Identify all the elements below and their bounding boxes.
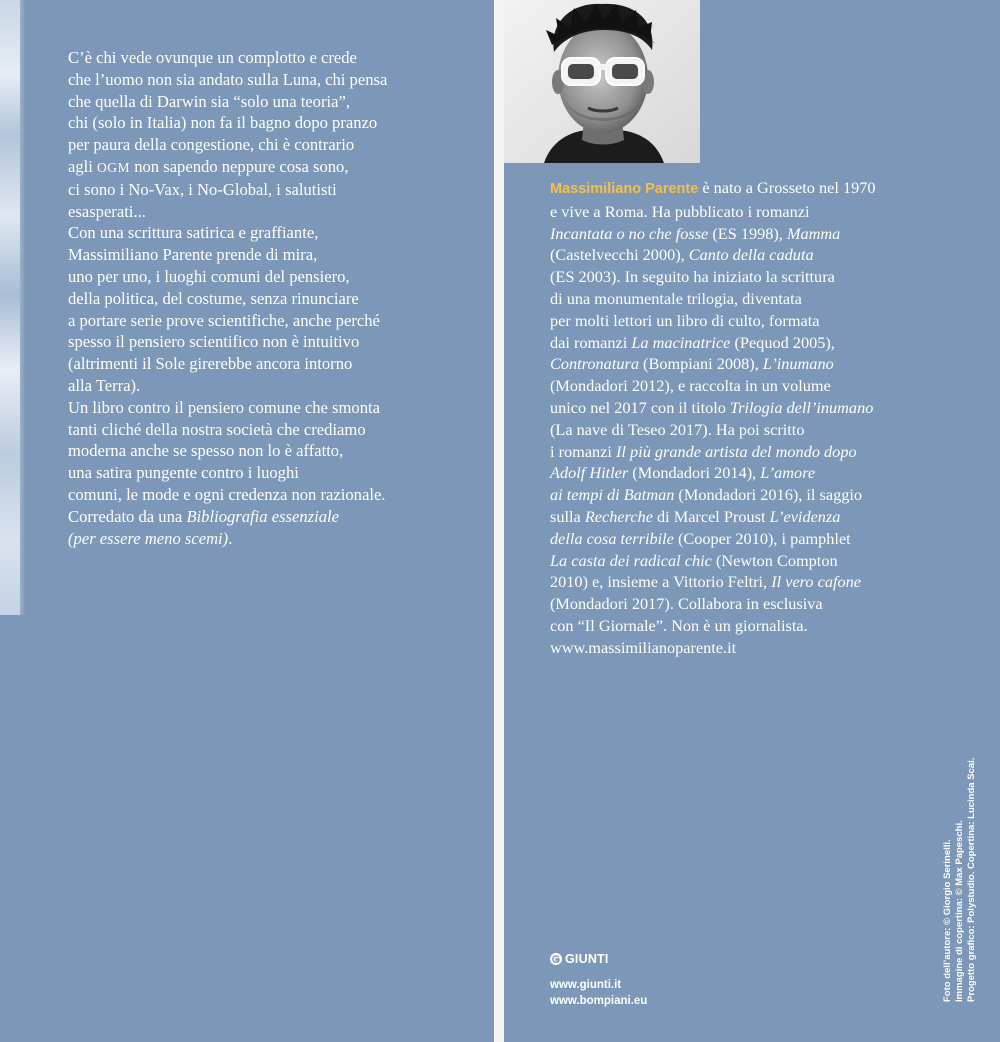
bio-line	[550, 177, 980, 201]
book-title: L’amore	[760, 463, 816, 483]
bio-text: 2010) e, insieme a Vittorio Feltri,	[550, 572, 772, 592]
bio-line: (La nave di Teseo 2017). Ha poi scritto	[550, 419, 805, 439]
bio-line: di una monumentale trilogia, diventata	[550, 288, 802, 308]
bio-line: per molti lettori un libro di culto, formata	[550, 310, 820, 330]
bio-text: unico nel 2017 con il titolo	[550, 397, 730, 417]
sky-image-strip	[0, 0, 20, 615]
blurb-line: spesso il pensiero scientifico non è intuitivo	[68, 332, 360, 352]
blurb-line: esasperati...	[68, 201, 146, 221]
bio-text: (Castelvecchi 2000),	[550, 245, 689, 265]
book-title: L’inumano	[762, 354, 834, 374]
sky-image-edge	[20, 0, 26, 615]
bio-line: (Mondadori 2012), e raccolta in un volume	[550, 376, 831, 396]
bio-text: (Pequod 2005),	[730, 332, 835, 352]
book-title: Recherche	[584, 506, 653, 526]
bio-line: e vive a Roma. Ha pubblicato i romanzi	[550, 201, 810, 221]
bio-line	[550, 244, 980, 266]
bio-line	[550, 332, 980, 354]
cover-credits	[942, 757, 979, 1002]
blurb-line: tanti cliché della nostra società che crediamo	[68, 419, 366, 439]
blurb-line	[68, 528, 468, 550]
publisher-link-bompiani: www.bompiani.eu	[550, 994, 648, 1007]
bio-line: (ES 2003). In seguito ha iniziato la scrittura	[550, 267, 835, 287]
blurb-text: Corredato da una	[68, 506, 183, 526]
blurb-line: per paura della congestione, chi è contrario	[68, 135, 355, 155]
bio-text: sulla	[550, 506, 585, 526]
publisher-logo-text: GIUNTI	[565, 952, 609, 966]
blurb-line: Un libro contro il pensiero comune che smonta	[68, 397, 380, 417]
blurb-line: C’è chi vede ovunque un complotto e crede	[68, 48, 357, 67]
author-photo	[504, 0, 700, 163]
author-website: www.massimilianoparente.it	[550, 637, 737, 657]
bio-line	[550, 571, 980, 593]
bibliography-subtitle: (per essere meno scemi)	[68, 528, 229, 548]
blurb-text: .	[228, 528, 233, 548]
bio-line	[550, 462, 980, 484]
blurb-line: moderna anche se spesso non lo è affatto,	[68, 441, 344, 461]
blurb-line: (altrimenti il Sole girerebbe ancora intorno	[68, 354, 353, 374]
bio-text: (Bompiani 2008),	[638, 354, 763, 374]
blurb-line: alla Terra).	[68, 375, 141, 395]
bio-text: (Mondadori 2016), il saggio	[674, 485, 863, 505]
blurb-line: ci sono i No-Vax, i No-Global, i salutisti	[68, 179, 337, 199]
publisher-link-giunti: www.giunti.it	[550, 979, 622, 991]
blurb-line: Con una scrittura satirica e graffiante,	[68, 223, 319, 243]
blurb-line: chi (solo in Italia) non fa il bagno dopo pranzo	[68, 113, 378, 133]
blurb-text: non sapendo neppure cosa sono,	[130, 156, 349, 176]
bio-text: i romanzi	[550, 441, 617, 461]
book-blurb	[68, 47, 468, 549]
bio-text: dai romanzi	[550, 332, 632, 352]
credit-cover-image: Immagine di copertina: © Max Papeschi.	[954, 820, 966, 1002]
book-title: Incantata o no che fosse	[550, 223, 709, 243]
bio-text: è nato a Grosseto nel 1970	[698, 178, 876, 197]
blurb-line	[68, 506, 468, 528]
bio-line	[550, 353, 980, 375]
book-title: Contronatura	[550, 354, 639, 374]
book-title: Adolf Hitler	[550, 463, 629, 483]
bio-line	[550, 528, 980, 550]
book-title: Il più grande artista del mondo dopo	[616, 441, 857, 461]
bio-line: (Mondadori 2017). Collabora in esclusiva	[550, 594, 823, 614]
bio-line: con “Il Giornale”. Non è un giornalista.	[550, 615, 808, 635]
publisher-block	[550, 952, 647, 1009]
credit-author-photo: Foto dell’autore: © Giorgio Serinelli.	[942, 839, 953, 1002]
blurb-line: che quella di Darwin sia “solo una teoria”,	[68, 91, 350, 111]
author-bio	[550, 177, 980, 659]
bio-line	[550, 484, 980, 506]
book-title: Il vero cafone	[771, 572, 862, 592]
blurb-line: uno per uno, i luoghi comuni del pensiero,	[68, 266, 350, 286]
publisher-logo	[550, 952, 647, 966]
bio-text: (Cooper 2010), i pamphlet	[673, 528, 851, 548]
blurb-line: della politica, del costume, senza rinunciare	[68, 288, 359, 308]
bio-line	[550, 397, 980, 419]
bio-line	[550, 223, 980, 245]
bio-line	[550, 506, 980, 528]
book-title: Trilogia dell’inumano	[729, 397, 874, 417]
blurb-line: comuni, le mode e ogni credenza non razionale.	[68, 484, 386, 504]
bibliography-title: Bibliografia essenziale	[186, 506, 339, 526]
blurb-line: una satira pungente contro i luoghi	[68, 463, 299, 483]
book-title: della cosa terribile	[550, 528, 674, 548]
book-title: La casta dei radical chic	[550, 550, 712, 570]
bio-text: (Newton Compton	[711, 550, 838, 570]
spine-divider	[494, 0, 504, 1042]
blurb-text: agli	[68, 156, 98, 176]
bio-text: di Marcel Proust	[652, 506, 770, 526]
book-title: Mamma	[786, 223, 841, 243]
publisher-links	[550, 978, 647, 1009]
blurb-acronym: OGM	[97, 159, 131, 175]
bio-text: (ES 1998),	[708, 223, 787, 243]
blurb-line	[68, 156, 468, 179]
book-title: ai tempi di Batman	[550, 485, 675, 505]
author-portrait-illustration	[504, 0, 700, 163]
book-title: Canto della caduta	[688, 245, 814, 265]
bio-line	[550, 550, 980, 572]
bio-line	[550, 441, 980, 463]
credit-graphic-design: Progetto grafico: Polystudio. Copertina: Lucinda Scai.	[966, 757, 978, 1002]
blurb-line: a portare serie prove scientifiche, anche perché	[68, 310, 380, 330]
bio-text: (Mondadori 2014),	[628, 463, 761, 483]
author-name: Massimiliano Parente	[550, 181, 699, 197]
book-title: La macinatrice	[631, 332, 731, 352]
blurb-line: Massimiliano Parente prende di mira,	[68, 245, 318, 265]
blurb-line: che l’uomo non sia andato sulla Luna, chi pensa	[68, 69, 388, 89]
book-title: L’evidenza	[769, 506, 841, 526]
giunti-g-icon	[550, 953, 562, 965]
